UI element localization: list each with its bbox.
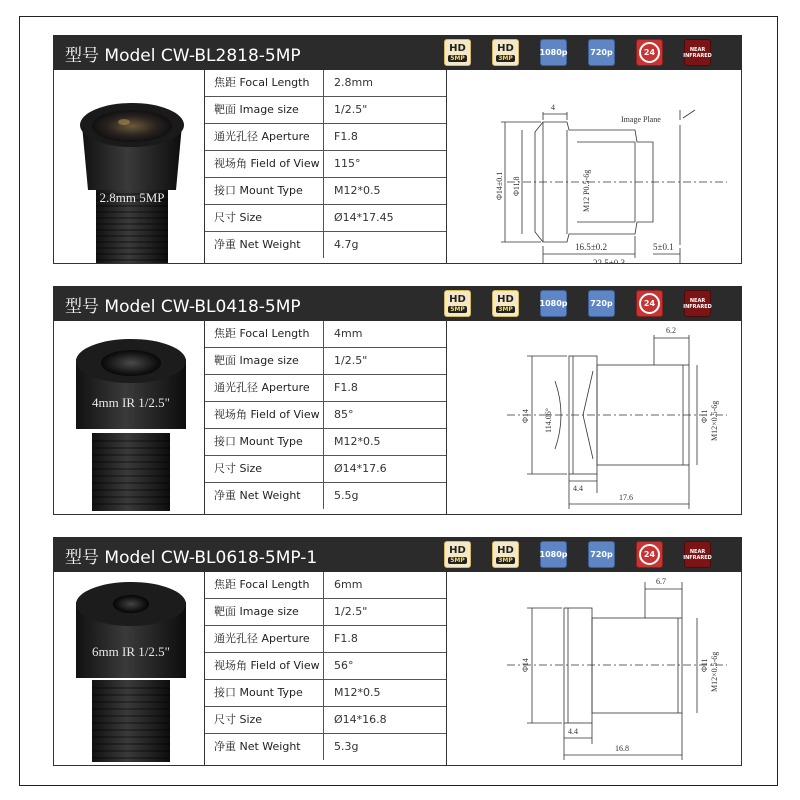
technical-drawing	[446, 572, 742, 765]
1080p-icon: 1080p	[540, 541, 567, 568]
24h-icon: 24	[636, 39, 663, 66]
svg-text:M12 P0.5-6g: M12 P0.5-6g	[582, 169, 591, 212]
spec-row: 接口 Mount Type M12*0.5	[205, 680, 446, 707]
lens-photo	[54, 70, 205, 263]
720p-icon: 720p	[588, 541, 615, 568]
spec-row: 净重 Net Weight 5.5g	[205, 483, 446, 510]
svg-text:Φ14±0.1: Φ14±0.1	[495, 171, 504, 200]
model-title: 型号 Model CW-BL2818-5MP	[65, 46, 301, 66]
spec-row: 通光孔径 Aperture F1.8	[205, 124, 446, 151]
svg-text:Φ11: Φ11	[700, 658, 709, 672]
model-title: 型号 Model CW-BL0418-5MP	[65, 297, 301, 317]
24h-icon: 24	[636, 541, 663, 568]
svg-text:6.7: 6.7	[656, 577, 666, 586]
svg-text:M12×0.5-6g: M12×0.5-6g	[710, 400, 719, 441]
spec-row: 净重 Net Weight 5.3g	[205, 734, 446, 761]
spec-row: 视场角 Field of View 115°	[205, 151, 446, 178]
spec-row: 净重 Net Weight 4.7g	[205, 232, 446, 259]
spec-row: 接口 Mount Type M12*0.5	[205, 178, 446, 205]
svg-text:5±0.1: 5±0.1	[653, 242, 674, 252]
hd-3mp-icon: HD 3MP	[492, 290, 519, 317]
hd-3mp-icon: HD 3MP	[492, 39, 519, 66]
720p-icon: 720p	[588, 39, 615, 66]
spec-row: 靶面 Image size 1/2.5"	[205, 599, 446, 626]
spec-row: 尺寸 Size Ø14*16.8	[205, 707, 446, 734]
card-header	[53, 35, 742, 70]
svg-text:6.2: 6.2	[666, 326, 676, 335]
near-infrared-icon: NEAR INFRARED	[684, 290, 711, 317]
spec-row: 通光孔径 Aperture F1.8	[205, 626, 446, 653]
spec-row: 焦距 Focal Length 4mm	[205, 321, 446, 348]
spec-row: 视场角 Field of View 56°	[205, 653, 446, 680]
svg-text:M12×0.5-6g: M12×0.5-6g	[710, 651, 719, 692]
svg-text:4.4: 4.4	[573, 484, 583, 493]
svg-text:Φ14: Φ14	[521, 409, 530, 423]
spec-row: 焦距 Focal Length 2.8mm	[205, 70, 446, 97]
hd-3mp-icon: HD 3MP	[492, 541, 519, 568]
lens-engraving: 2.8mm 5MP	[99, 190, 165, 205]
1080p-icon: 1080p	[540, 39, 567, 66]
spec-row: 靶面 Image size 1/2.5"	[205, 97, 446, 124]
lens-photo	[54, 572, 205, 765]
lens-engraving: 6mm IR 1/2.5"	[92, 644, 170, 659]
720p-icon: 720p	[588, 290, 615, 317]
card-header	[53, 286, 742, 321]
svg-text:17.6: 17.6	[619, 493, 633, 502]
24h-icon: 24	[636, 290, 663, 317]
spec-row: 尺寸 Size Ø14*17.6	[205, 456, 446, 483]
svg-text:4: 4	[551, 103, 555, 112]
svg-text:4.4: 4.4	[568, 727, 578, 736]
svg-text:16.8: 16.8	[615, 744, 629, 753]
spec-row: 靶面 Image size 1/2.5"	[205, 348, 446, 375]
svg-text:Φ11.8: Φ11.8	[512, 176, 521, 196]
card-body	[53, 572, 742, 766]
near-infrared-icon: NEAR INFRARED	[684, 39, 711, 66]
near-infrared-icon: NEAR INFRARED	[684, 541, 711, 568]
1080p-icon: 1080p	[540, 290, 567, 317]
svg-text:16.5±0.2: 16.5±0.2	[575, 242, 607, 252]
lens-photo	[54, 321, 205, 514]
model-title: 型号 Model CW-BL0618-5MP-1	[65, 548, 318, 568]
lens-engraving: 4mm IR 1/2.5"	[92, 395, 170, 410]
card-body	[53, 321, 742, 515]
spec-row: 尺寸 Size Ø14*17.45	[205, 205, 446, 232]
spec-row: 接口 Mount Type M12*0.5	[205, 429, 446, 456]
svg-text:22.5±0.3: 22.5±0.3	[593, 258, 625, 263]
technical-drawing	[446, 321, 742, 514]
hd-5mp-icon: HD 5MP	[444, 541, 471, 568]
image-plane-label: Image Plane	[621, 115, 661, 124]
spec-row: 通光孔径 Aperture F1.8	[205, 375, 446, 402]
svg-text:114.06°: 114.06°	[544, 408, 553, 433]
spec-row: 视场角 Field of View 85°	[205, 402, 446, 429]
hd-5mp-icon: HD 5MP	[444, 39, 471, 66]
svg-text:Φ14: Φ14	[521, 658, 530, 672]
hd-5mp-icon: HD 5MP	[444, 290, 471, 317]
card-header	[53, 537, 742, 572]
svg-text:Φ11: Φ11	[700, 409, 709, 423]
card-body	[53, 70, 742, 264]
spec-row: 焦距 Focal Length 6mm	[205, 572, 446, 599]
technical-drawing	[446, 70, 742, 263]
